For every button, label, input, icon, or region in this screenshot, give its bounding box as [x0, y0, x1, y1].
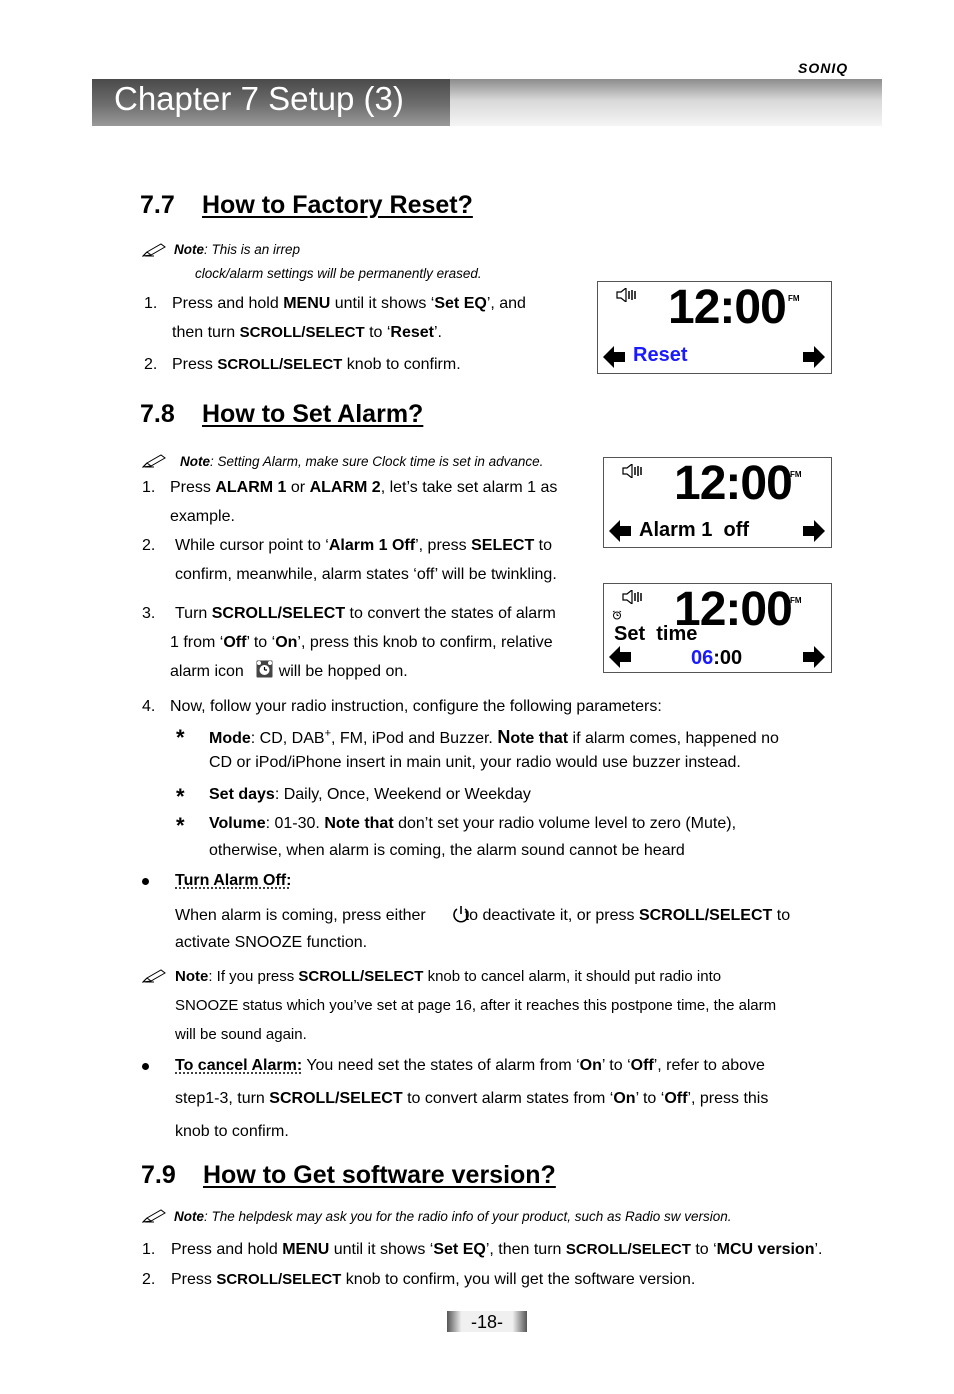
turn-alarm-off-heading: Turn Alarm Off: [175, 872, 292, 889]
note-7-7-line1: Note: This is an irrep [174, 242, 301, 257]
list-item-7-7-2: Press SCROLL/SELECT knob to confirm. [172, 356, 461, 373]
lcd-band: FM [790, 470, 802, 479]
list-item-7-9-1: Press and hold MENU until it shows ‘Set EQ’, then turn SCROLL/SELECT to ‘MCU version’. [171, 1241, 823, 1258]
speaker-icon [622, 590, 644, 604]
list-number: 4. [142, 698, 156, 715]
lcd-time: 12:00 [674, 457, 792, 510]
speaker-icon [616, 288, 638, 302]
arrow-left-icon [603, 346, 625, 368]
note-pencil-icon [142, 454, 166, 468]
param-mode-line2: CD or iPod/iPhone insert in main unit, your radio would use buzzer instead. [209, 754, 741, 771]
cancel-alarm-line1: To cancel Alarm: You need set the states of alarm from ‘On’ to ‘Off’, refer to above [175, 1057, 765, 1074]
list-item-7-8-3-line3: alarm icon will be hopped on. [170, 663, 408, 680]
section-heading-7-8: 7.8 How to Set Alarm? [140, 400, 424, 428]
cancel-alarm-line2: step1-3, turn SCROLL/SELECT to convert alarm states from ‘On’ to ‘Off’, press this [175, 1090, 769, 1107]
note-pencil-icon [142, 969, 166, 983]
param-mode-line1: Mode: CD, DAB+, FM, iPod and Buzzer. Note that if alarm comes, happened no [209, 727, 779, 747]
param-days: Set days: Daily, Once, Weekend or Weekday [209, 786, 531, 803]
chapter-title: Chapter 7 Setup (3) [114, 80, 404, 117]
lcd-time: 12:00 [674, 583, 792, 636]
lcd-menu-text: Alarm 1 off [639, 519, 750, 541]
arrow-right-icon [803, 646, 825, 668]
lcd-menu-text: Reset [633, 344, 688, 366]
list-number: 1. [142, 479, 156, 496]
lcd-display-reset [597, 281, 832, 374]
arrow-left-icon [609, 520, 631, 542]
list-number: 2. [144, 356, 158, 373]
list-item-7-8-3-line2: 1 from ‘Off’ to ‘On’, press this knob to confirm, relative [170, 634, 553, 651]
note-pencil-icon [142, 1209, 166, 1223]
list-number: 1. [144, 295, 158, 312]
star-bullet: * [176, 784, 185, 809]
note-7-8: Note: Setting Alarm, make sure Clock time is set in advance. [180, 454, 544, 469]
star-bullet: * [176, 813, 185, 838]
list-item-7-8-2-line1: While cursor point to ‘Alarm 1 Off’, press SELECT to [175, 537, 553, 554]
list-item-7-7-1-line2: then turn SCROLL/SELECT to ‘Reset’. [172, 324, 442, 341]
list-item-7-9-2: Press SCROLL/SELECT knob to confirm, you will get the software version. [171, 1271, 696, 1288]
list-item-7-7-1-line1: Press and hold MENU until it shows ‘Set EQ’, and [172, 295, 526, 312]
bullet-dot [142, 878, 149, 885]
list-number: 2. [142, 537, 156, 554]
section-heading-7-9: 7.9 How to Get software version? [141, 1161, 556, 1189]
note-7-7-line2: clock/alarm settings will be permanently erased. [195, 266, 482, 281]
note-pencil-icon [142, 243, 166, 257]
list-item-7-8-2-line2: confirm, meanwhile, alarm states ‘off’ will be twinkling. [175, 566, 557, 583]
lcd-menu-text: Set time [614, 623, 698, 645]
lcd-band: FM [790, 596, 802, 605]
lcd-time-setting: 06:00 [691, 647, 743, 669]
alarm-clock-icon [256, 660, 273, 678]
param-volume-line1: Volume: 01-30. Note that don’t set your radio volume level to zero (Mute), [209, 815, 737, 832]
list-number: 3. [142, 605, 156, 622]
lcd-display-set-time [603, 583, 832, 673]
page-number: -18- [470, 1312, 503, 1332]
star-bullet: * [176, 725, 185, 750]
list-item-7-8-3-line1: Turn SCROLL/SELECT to convert the states of alarm [175, 605, 556, 622]
list-item-7-8-1-line1: Press ALARM 1 or ALARM 2, let’s take set alarm 1 as [170, 479, 558, 496]
note-snooze-line2: SNOOZE status which you’ve set at page 16, after it reaches this postpone time, the alarm [175, 997, 777, 1014]
lcd-display-alarm [603, 457, 832, 548]
arrow-right-icon [803, 520, 825, 542]
speaker-icon [622, 464, 644, 478]
lcd-time: 12:00 [668, 281, 786, 334]
note-7-9: Note: The helpdesk may ask you for the radio info of your product, such as Radio sw version. [174, 1209, 732, 1224]
arrow-right-icon [803, 346, 825, 368]
section-heading-7-7: 7.7 How to Factory Reset? [140, 191, 473, 219]
list-number: 2. [142, 1271, 156, 1288]
lcd-band: FM [788, 294, 800, 303]
list-number: 1. [142, 1241, 156, 1258]
param-volume-line2: otherwise, when alarm is coming, the alarm sound cannot be heard [209, 842, 685, 859]
power-icon [452, 905, 470, 923]
bullet-dot [142, 1063, 149, 1070]
arrow-left-icon [609, 646, 631, 668]
alarm-clock-icon [612, 610, 622, 620]
turn-alarm-off-line2: activate SNOOZE function. [175, 934, 368, 951]
list-item-7-8-1-line2: example. [170, 508, 235, 525]
cancel-alarm-line3: knob to confirm. [175, 1123, 289, 1140]
note-snooze-line1: Note: If you press SCROLL/SELECT knob to cancel alarm, it should put radio into [175, 968, 722, 985]
list-item-7-8-4: Now, follow your radio instruction, configure the following parameters: [170, 698, 662, 715]
turn-alarm-off-line1: When alarm is coming, press either to deactivate it, or press SCROLL/SELECT to [175, 907, 791, 924]
brand-logo: SONIQ [798, 60, 849, 76]
note-snooze-line3: will be sound again. [175, 1026, 307, 1043]
